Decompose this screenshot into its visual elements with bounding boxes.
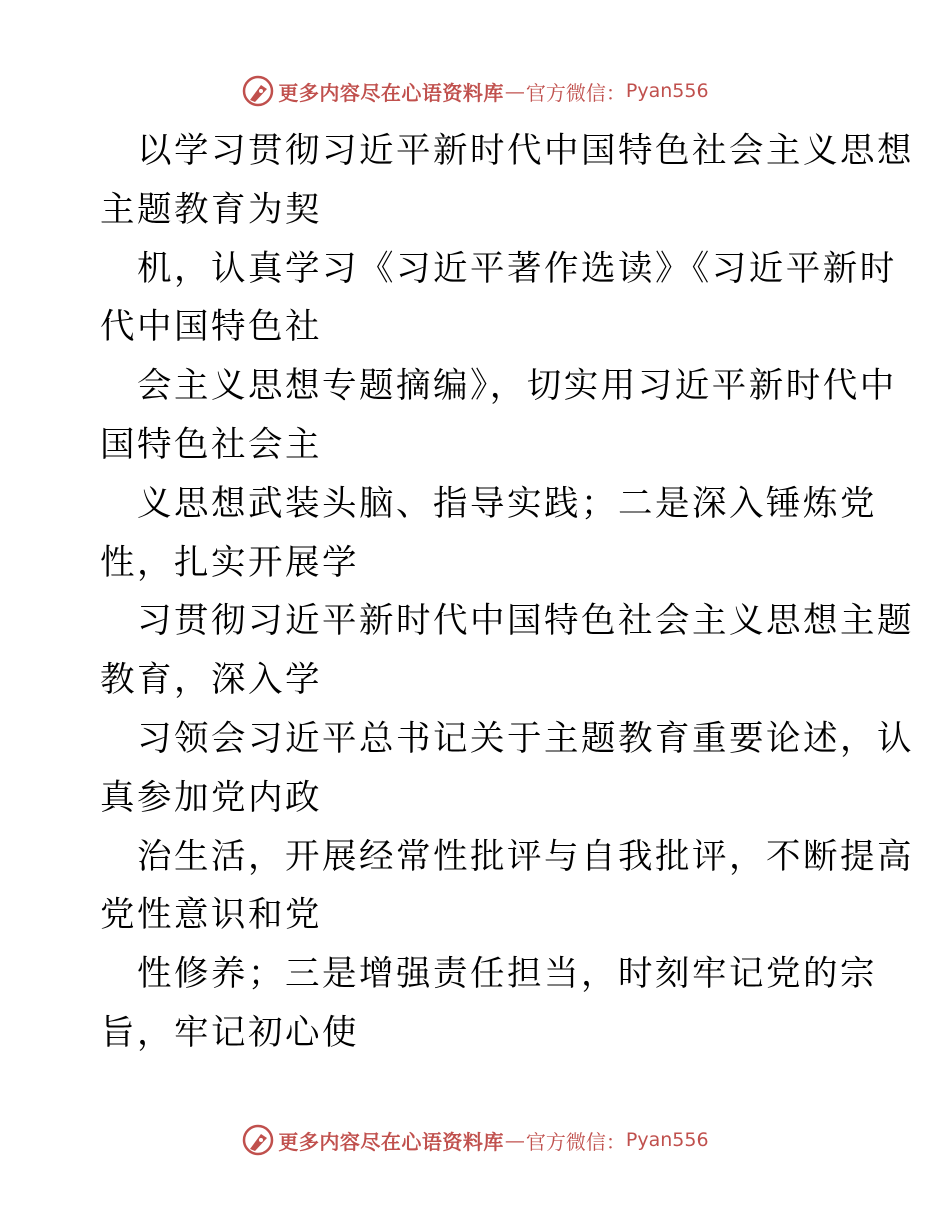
document-body [100, 122, 914, 1063]
body-line: 以学习贯彻习近平新时代中国特色社会主义思想 [137, 131, 914, 171]
body-line: 旨，牢记初心使 [100, 1012, 359, 1053]
watermark-text: 更多内容尽在心语资料库 [278, 80, 504, 105]
body-line: 真参加党内政 [100, 777, 322, 818]
body-line: 代中国特色社 [100, 307, 322, 348]
body-line: 机，认真学习《习近平著作选读》《习近平新时 [137, 248, 897, 289]
wechat-id: Pyan556 [625, 80, 709, 102]
body-line: 治生活，开展经常性批评与自我批评，不断提高 [137, 836, 914, 877]
body-line: 习贯彻习近平新时代中国特色社会主义思想主题 [137, 601, 914, 642]
watermark-separator: — [504, 79, 525, 103]
body-line: 主题教育为契 [100, 189, 322, 230]
pen-nib-circle-icon [241, 74, 275, 108]
body-line: 党性意识和党 [100, 895, 322, 936]
body-line: 会主义思想专题摘编》，切实用习近平新时代中 [137, 366, 897, 407]
pen-nib-circle-icon [241, 1123, 275, 1157]
watermark-separator: — [504, 1128, 525, 1152]
watermark-text: 更多内容尽在心语资料库 [278, 1129, 504, 1154]
wechat-label: 官方微信： [525, 1129, 626, 1154]
body-line: 性，扎实开展学 [100, 542, 359, 583]
wechat-label: 官方微信： [525, 80, 626, 105]
header-watermark [0, 71, 950, 111]
body-line: 性修养；三是增强责任担当，时刻牢记党的宗 [137, 954, 877, 995]
body-line: 教育，深入学 [100, 660, 322, 701]
footer-watermark [0, 1120, 950, 1160]
body-line: 义思想武装头脑、指导实践；二是深入锤炼党 [137, 483, 877, 524]
wechat-id: Pyan556 [625, 1129, 709, 1151]
body-line: 国特色社会主 [100, 424, 322, 465]
body-line: 习领会习近平总书记关于主题教育重要论述，认 [137, 718, 914, 759]
